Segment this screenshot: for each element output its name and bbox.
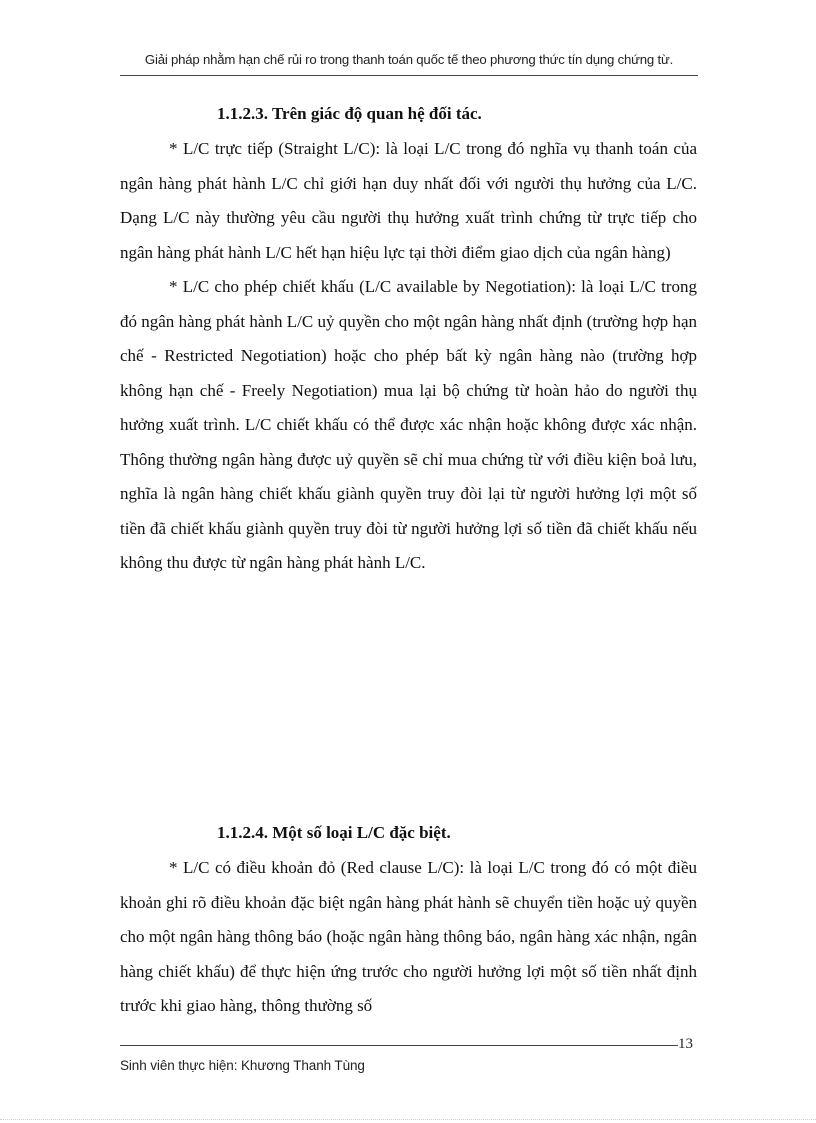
section-heading-partner-relation: 1.1.2.3. Trên giác độ quan hệ đối tác. xyxy=(217,104,482,123)
running-header: Giải pháp nhằm hạn chế rủi ro trong thanh toán quốc tế theo phương thức tín dụng chứng từ. xyxy=(144,52,674,67)
page-number: 13 xyxy=(678,1036,693,1052)
footer-author: Sinh viên thực hiện: Khương Thanh Tùng xyxy=(120,1058,365,1073)
header-divider xyxy=(120,75,698,76)
paragraph-straight-lc: * L/C trực tiếp (Straight L/C): là loại L/C trong đó nghĩa vụ thanh toán của ngân hàng phát hành L/C chỉ giới hạn duy nhất đối với người thụ hưởng của L/C. Dạng L/C này thường yêu cầu người thụ hưởng xuất trình chứng từ trực tiếp cho ngân hàng phát hành L/C hết hạn hiệu lực tại thời điểm giao dịch của ngân hàng) xyxy=(120,139,697,262)
section-heading-special-lc: 1.1.2.4. Một số loại L/C đặc biệt. xyxy=(217,823,451,842)
section-body-partner-relation xyxy=(120,132,697,581)
paragraph-red-clause-lc: * L/C có điều khoản đỏ (Red clause L/C): là loại L/C trong đó có một điều khoản ghi rõ điều khoản đặc biệt ngân hàng phát hành sẽ chuyển tiền hoặc uỷ quyền cho một ngân hàng thông báo (hoặc ngân hàng thông báo, ngân hàng xác nhận, ngân hàng chiết khấu) để thực hiện ứng trước cho người hưởng lợi một số tiền nhất định trước khi giao hàng, thông thường số xyxy=(120,858,697,1015)
section-body-special-lc xyxy=(120,851,697,1023)
paragraph-negotiation-lc: * L/C cho phép chiết khấu (L/C available by Negotiation): là loại L/C trong đó ngân hàng phát hành L/C uỷ quyền cho một ngân hàng nhất định (trường hợp hạn chế - Restricted Negotiation) hoặc cho phép bất kỳ ngân hàng nào (trường hợp không hạn chế - Freely Negotiation) mua lại bộ chứng từ hoàn hảo do người thụ hưởng xuất trình. L/C chiết khấu có thể được xác nhận hoặc không được xác nhận. Thông thường ngân hàng được uỷ quyền sẽ chỉ mua chứng từ với điều kiện boả lưu, nghĩa là ngân hàng chiết khấu giành quyền truy đòi lại từ người hưởng lợi một số tiền đã chiết khấu giành quyền truy đòi từ người hưởng lợi số tiền đã chiết khấu nếu không thu được từ ngân hàng phát hành L/C. xyxy=(120,277,697,572)
footer-divider xyxy=(120,1045,678,1046)
page-edge-divider xyxy=(0,1119,816,1120)
